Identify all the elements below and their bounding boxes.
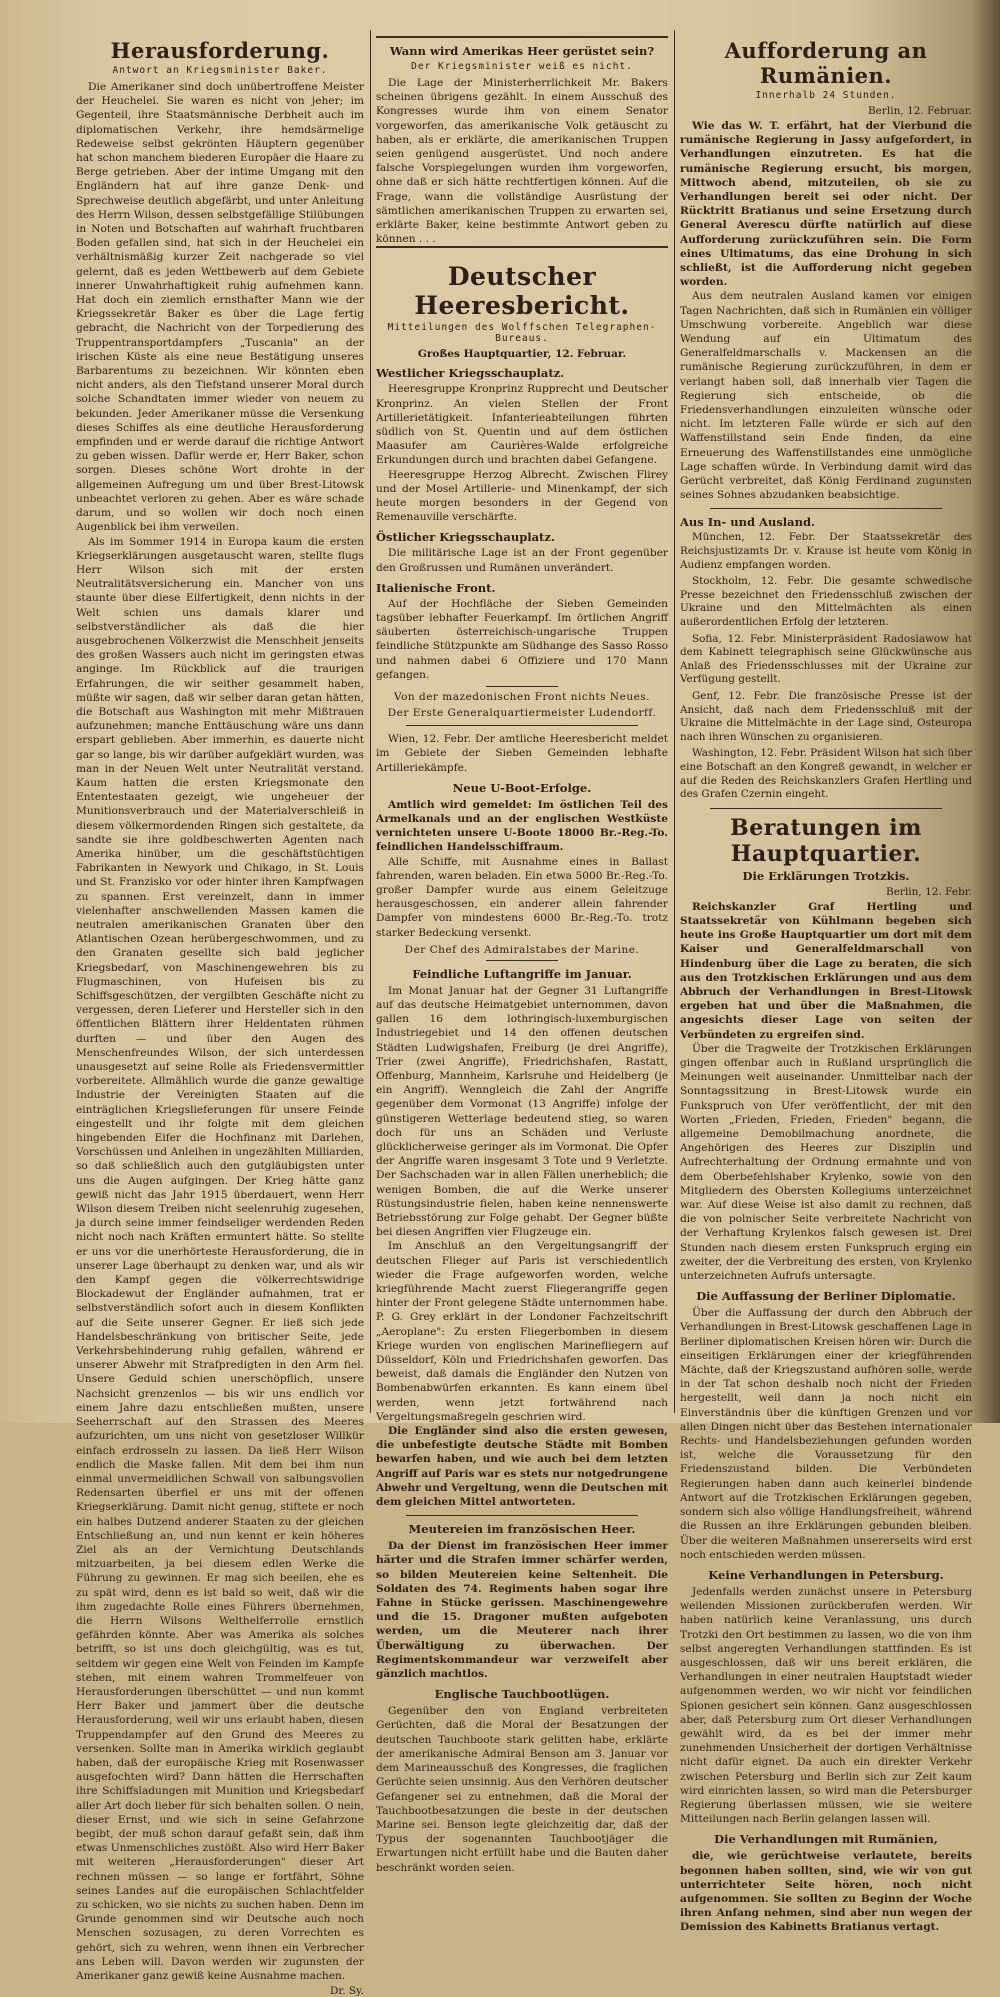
divider [486, 686, 558, 687]
author-signature: Dr. Sy. [329, 1985, 364, 1997]
column-2 [376, 36, 668, 1874]
subheadline: Die Erklärungen Trotzkis. [742, 868, 910, 883]
section-heading: Östlicher Kriegsschauplatz. [376, 530, 555, 545]
news-item: Genf, 12. Febr. Die französische Presse ist der Ansicht, daß nach dem Friedensschluß mit der Ukraine die Mittelmächte in der Lage sind, Osteuropa nach ihren Wünschen zu organisieren. [680, 690, 972, 743]
section-heading: Aus In- und Ausland. [680, 515, 816, 530]
report-paragraph: Alle Schiffe, mit Ausnahme eines in Ballast fahrenden, waren beladen. Ein etwa 5000 Br.-Reg.-To. großer Dampfer wurde aus einem Geleitzuge herausgeschossen, ein anderer allein fahrender Dampfer von mindestens 6000 Br.-Reg.-To. trotz starker Bedeckung versenkt. [376, 855, 668, 939]
article-paragraph: Über die Auffassung der durch den Abbruch der Verhandlungen in Brest-Litowsk geschaffenen Lage in Berliner diplomatischen Kreisen hören wir: Durch die einseitigen Erklärungen einer der kriegführenden Mächte, daß der Kriegszustand aufhören solle, werde in der Tat schon deshalb noch nicht der Frieden hergestellt, weil dann ja noch nicht ein Einverständnis über die künftigen Grenzen und vor allen Dingen nicht über das Bestehen internationaler Rechts- und Handelsbeziehungen gefunden worden ist, welche die Voraussetzung für den Friedenszustand bilden. Die Verbündeten Regierungen haben dann auch keinerlei bindende Antwort auf die Trotzkischen Erklärungen gegeben, sondern sich also völlige Handlungsfreiheit, während die Russen an ihre Erklärungen gebunden bleiben. Über die weiteren Maßnahmen unsererseits wird erst noch entschieden werden müssen. [680, 1307, 972, 1561]
report-paragraph: Amtlich wird gemeldet: Im östlichen Teil des Armelkanals und an der englischen Westküste vernichteten unsere U-Boote 18000 Br.-Reg.-To. feindlichen Handelsschiffraum. [376, 798, 668, 854]
report-paragraph: Gegenüber den von England verbreiteten Gerüchten, daß die Moral der Besatzungen der deutschen Tauchboote stark gelitten habe, erklärte der amerikanische Admiral Benson am 3. Januar vor dem Marineausschuß des Kongresses, die fraglichen Gerüchte seien unsinnig. Aus den Verhören deutscher Gefangener sei zu entnehmen, daß die Moral der Tauchbootbesatzungen die beste in der deutschen Marine sei. Benson legte gleichzeitig dar, daß der Typus der sogenannten Tauchbootjäger die Erwartungen nicht erfüllt habe und die Bauten daher beschränkt worden seien. [376, 1705, 668, 1874]
section-heading: Die Verhandlungen mit Rumänien, [714, 1832, 938, 1847]
divider [406, 725, 638, 726]
report-paragraph: Heeresgruppe Herzog Albrecht. Zwischen Flirey und der Mosel Artillerie- und Minenkampf, der sich heute morgen besonders in der Gegend von Remenauville verschärfte. [376, 468, 668, 524]
headline-beratungen: Beratungen im Hauptquartier. [730, 814, 922, 867]
headline-herausforderung: Herausforderung. [110, 38, 330, 63]
section-heading: Meutereien im französischen Heer. [408, 1522, 636, 1537]
news-item: Washington, 12. Febr. Präsident Wilson hat sich über eine Botschaft an den Kongreß gewandt, in welcher er auf die Reden des Reichskanzlers Grafen Hertling und des Grafen Czernin eingeht. [680, 747, 972, 801]
subheadline: Antwort an Kriegsminister Baker. [112, 65, 328, 76]
news-item: München, 12. Febr. Der Staatssekretär des Reichsjustizamts Dr. v. Krause ist heute vom König in Audienz empfangen worden. [680, 531, 972, 571]
report-paragraph: Im Monat Januar hat der Gegner 31 Luftangriffe auf das deutsche Heimatgebiet unternommen, davon gallen 16 dem lothringisch-luxemburgischen Industriegebiet und 14 den offenen deutschen Städten Ludwigshafen, Freiburg (je drei Angriffe), Trier (zwei Angriffe), Friedrichshafen, Rastatt, Offenburg, Mannheim, Karlsruhe und Heidelberg (je ein Angriff). Wenngleich die Zahl der Angriffe gegenüber dem Vormonat (13 Angriffe) infolge der günstigeren Wetterlage bedeutend stieg, so waren doch für uns an Schäden und Verluste glücklicherweise geringer als im Vormonat. Die Opfer der Angriffe waren insgesamt 3 Tote und 9 Verletzte. Der Sachschaden war in allen Fällen unerheblich; die wenigen Bomben, die auf die Werke unserer Rüstungsindustrie fielen, haben keine nennenswerte Betriebsstörung zur Folge gehabt. Der Gegner büßte bei diesen Angriffen vier Flugzeuge ein. [376, 984, 668, 1239]
headline-rumaenien: Aufforderung an Rumänien. [724, 38, 928, 88]
section-heading: Neue U-Boot-Erfolge. [452, 780, 592, 795]
article-lead: Reichskanzler Graf Hertling und Staatssekretär von Kühlmann begeben sich heute ins Große Hauptquartier um dort mit dem Kaiser und Generalfeldmarschall von Hindenburg über die Lage zu beraten, die sich aus den Trotzkischen Erklärungen und aus dem Abbruch der Verhandlungen in Brest-Litowsk ergeben hat und über die Maßnahmen, die angesichts dieser Lage von seiten der Verbündeten zu ergreifen sind. [680, 900, 972, 1041]
column-1 [76, 36, 364, 1997]
section-heading: Keine Verhandlungen in Petersburg. [708, 1567, 944, 1582]
report-line: Von der mazedonischen Front nichts Neues. [393, 691, 651, 704]
box-headline: Wann wird Amerikas Heer gerüstet sein? [389, 44, 655, 58]
report-signature: Der Erste Generalquartiermeister Ludendorff. [387, 707, 657, 720]
report-paragraph: Da der Dienst im französischen Heer immer härter und die Strafen immer schärfer werden, so bilden Meutereien keine Seltenheit. Die Soldaten des 74. Regiments haben sogar ihre Fahne in Stücke gerissen. Maschinengewehre und die 15. Dragoner mußten aufgeboten werden, um die Meuterer nach ihrer Überwältigung zu überwachen. Der Regimentskommandeur war verzweifelt aber gänzlich machtlos. [376, 1540, 668, 1681]
column-3 [680, 36, 972, 1934]
section-heading: Die Auffassung der Berliner Diplomatie. [696, 1289, 956, 1304]
section-heading: Westlicher Kriegsschauplatz. [376, 366, 565, 381]
article-paragraph: Jedenfalls werden zunächst unsere in Petersburg weilenden Missionen zurückberufen werden. Wir haben natürlich keine Veranlassung, uns durch Trotzki den Ort bestimmen zu lassen, wo die von ihm selbst angeregten Verhandlungen stattfinden. Es ist ausgeschlossen, daß wir uns bereit erklären, die Verhandlungen in einer neutralen Hauptstadt wieder aufgenommen werden, wo wir nicht vor feindlichen Spionen gesichert sein können. Ganz ausgeschlossen aber, daß Petersburg zum Ort dieser Verhandlungen gewählt wird, da es bei der immer mehr zunehmenden Unsicherheit der dortigen Verhältnisse nicht dafür eignet. Da auch ein direkter Verkehr zwischen Petersburg und Berlin sich zur Zeit kaum wird einrichten lassen, so wird man die Petersburger Regierung überlassen müssen, wie sie weitere Mitteilungen nach Berlin gelangen lassen will. [680, 1585, 972, 1826]
report-paragraph: Heeresgruppe Kronprinz Rupprecht und Deutscher Kronprinz. An vielen Stellen der Front Artillerietätigkeit. Infanterieabteilungen führten südlich von St. Quentin und auf dem östlichen Maasufer am Caurières-Walde erfolgreiche Erkundungen durch und brachten dabei Gefangene. [376, 383, 668, 467]
divider [710, 808, 942, 809]
article-paragraph: Als im Sommer 1914 in Europa kaum die ersten Kriegserklärungen ausgetauscht waren, stellte flugs Herr Wilson sich mit der ersten Neutralitätsversicherung ein. Mancher von uns staunte über diese Eilfertigkeit, denn nichts in der Welt schien uns damals klarer und selbstverständlicher als daß die hier ausgebrochenen Völkerzwist die Menschheit jenseits des großen Wassers auch nicht im geringsten etwas anginge. Im Rückblick auf die traurigen Erfahrungen, die wir seither gesammelt haben, müßte wir sagen, daß wir selber daran getan hätten, die Botschaft aus Washington mit mehr Mißtrauen aufzunehmen; manche Enttäuschung wäre uns dann erspart geblieben. Aber immerhin, es dauerte nicht gar so lange, bis wir darüber aufgeklärt wurden, was man in der Neuen Welt unter Neutralität verstand. Kaum hatten die ersten Kriegsmonate den Ententestaaten gezeigt, wie ungeheuer der Munitionsverbrauch und der Materialverschleiß in diesem völkermordenden Ringen sich gestaltete, da sandte sie ihre goldbeschwerten Agenten nach Amerika hinüber, um die geschäftstüchtigen Fabrikanten in Newyork und Chikago, in St. Louis und St. Franzisko vor oder hinter ihren Kampfwagen zu spannen. Erst vereinzelt, dann in immer vielenhafter anschwellenden Massen kamen die neutralen amerikanischen Granaten über den Atlantischen Ozean herübergeschwommen, und zu den Granaten gesellte sich bald jeglicher Kriegsbedarf, von Maschinengewehren bis zu Flugmaschinen, von Hufeisen bis zu Schiffsgeschützen, der vergilbten Geschäfte nicht zu vergessen, deren Lieferer und Hersteller sich in den öffentlichen Blättern ihrer Heldentaten rühmen durften — und über den Augen des Menschenfreundes Wilson, der sich unterdessen unausgesetzt auf seine Rolle als Friedensvermittler vorbereitete. Allmählich wurde die ganze gewaltige Industrie der Vereinigten Staaten auf die einträglichen Kriegslieferungen für unsere Feinde eingestellt und ihr folgte mit dem gleichen hingebenden Eifer die Hochfinanz mit Darlehen, Vorschüssen und Anleihen in ungezählten Milliarden, so daß schließlich auch den gutgläubigsten unter uns die Augen aufgingen. Der Krieg hätte ganz gewiß nicht das Jahr 1915 überdauert, wenn Herr Wilson diesem Treiben nicht seelenruhig zugesehen, ja durch seine immer feindseliger werdenden Reden nicht noch nach Kräften ermuntert hätte. So stellte er uns vor die unerhörteste Herausforderung, die in unserer Lage überhaupt zu denken war, und als wir den Kampf gegen die völkerrechtswidrige Blockadewut der Engländer aufnahmen, trat er selbstverständlich sofort auch in diesem Konflikten auf die Seite unserer Gegner. Er ließ sich jede Handelsbeschränkung von britischer Seite, jede Verkehrsbehinderung ruhig gefallen, während er unserer Abwehr mit Strafpredigten in den Arm fiel. Unsere Geduld schien unerschöpflich, unsere Nachsicht grenzenlos — bis wir uns endlich vor einem Jahre dazu entschließen mußten, unsere Seeherrschaft auf den Strassen des Meeres aufzurichten, um uns nicht von gesetzloser Willkür einfach erdrosseln zu lassen. Da ließ Herr Wilson endlich die Maske fallen. Mit dem bei ihm nun einmal unvermeidlichen Schwall von salbungsvollen Redensarten überfiel er uns mit der offenen Kriegserklärung. Damit nicht genug, stiftete er noch ein halbes Dutzend anderer Staaten zu der gleichen Entschließung an, und nun kennt er kein höheres Ziel als an der Vernichtung Deutschlands mitzuarbeiten, ja bei diesem edlen Werke die Führung zu gewinnen. Er mag sich beeilen, ehe es zu spät wird, denn es ist bald so weit, daß wir die ihm zugedachte Rolle eines Führers übernehmen, die Herrn Wilsons Welthelferrolle ernstlich gefährden könnte. Aber was Amerika als solches betrifft, so ist uns doch gleichgültig, was es tut, seitdem wir gegen eine Welt von Feinden im Kampfe stehen, mit einem wahren Trommelfeuer von Herausforderungen überschüttet — und nun kommt Herr Baker und jammert über die deutsche Herausforderung, weil wir uns erlaubt haben, diesen Truppendampfer auf den Grund des Meeres zu versenken. Sollte man in Amerika wirklich geglaubt haben, daß der europäische Krieg mit Rosenwasser ausgefochten wird? Dann hätten die Herrschaften ihre Schiffsladungen mit Munition und Kriegsbedarf aller Art doch lieber für sich behalten sollen. O nein, dieser Ernst, und wie sich in seine Gefahrzone begibt, der muß schon darauf gefaßt sein, daß ihm etwas Unmenschliches zustößt. Also wird Herr Baker mit weiteren „Herausforderungen" dieser Art rechnen müssen — so lange er fortfährt, Söhne seines Landes auf die europäischen Schlachtfelder zu schicken, wo sie nichts zu suchen haben. Denn im Grunde genommen sind wir Deutsche auch noch Menschen sozusagen, zu deren Vorrechten es gehört, sich zu wehren, wenn ihnen ein Verbrecher ans Leben will. Davon werden wir zugunsten der Amerikaner ganz gewiß keine Ausnahme machen. [76, 535, 364, 1983]
news-item: Sofia, 12. Febr. Ministerpräsident Radoslawow hat dem Kabinett telegraphisch seine Glückwünsche aus Anlaß des Friedensschlusses mit der Ukraine zur Verfügung gestellt. [680, 632, 972, 686]
report-paragraph: Auf der Hochfläche der Sieben Gemeinden tagsüber lebhafter Feuerkampf. Im örtlichen Angriff säuberten österreichisch-ungarische Truppen feindliche Stützpunkte am Südhange des Sasso Rosso und nahmen dabei 6 Offiziere und 170 Mann gefangen. [376, 597, 668, 681]
headline-heeresbericht: Deutscher Heeresbericht. [414, 262, 630, 321]
divider [486, 960, 558, 961]
section-heading: Englische Tauchbootlügen. [434, 1687, 610, 1702]
section-heading: Feindliche Luftangriffe im Januar. [412, 966, 632, 981]
subheadline: Innerhalb 24 Stunden. [755, 90, 897, 101]
article-lead: Wie das W. T. erfährt, hat der Vierbund die rumänische Regierung in Jassy aufgefordert, in Verhandlungen einzutreten. Es hat die rumänische Regierung ersucht, bis morgen, Mittwoch abend, mitzuteilen, ob sie zu Verhandlungen bereit sei oder nicht. Der Rücktritt Bratianus und seine Ersetzung durch General Averescu dürfte natürlich auf diese Aufforderung zurückzuführen sein. Die Form eines Ultimatums, das eine Drohung in sich schließt, ist die Aufforderung nicht gegeben worden. [680, 120, 972, 289]
article-paragraph: Aus dem neutralen Ausland kamen vor einigen Tagen Nachrichten, daß sich in Rumänien ein völliger Umschwung vorbereite. Angeblich war diese Wendung auf ein Ultimatum des Generalfeldmarschalls v. Mackensen an die rumänische Regierung zurückzuführen, in dem er verlangt haben soll, daß innerhalb vier Tagen die Regierung sich entscheide, ob die Friedensverhandlungen einzuleiten wünsche oder nicht. Im letzteren Falle würde er sich auf den Waffenstillstand sein Ende finden, da eine Erneuerung des Waffenstillstandes eine unmögliche Lage schaffen würde. In Verbindung damit wird das Gerücht verbreitet, daß König Ferdinand zugunsten seines Sohnes abzudanken beabsichtige. [680, 290, 972, 502]
report-signature: Der Chef des Admiralstabes der Marine. [404, 943, 640, 956]
article-paragraph: Über die Tragweite der Trotzkischen Erklärungen gingen offenbar auch in Rußland ursprünglich die Meinungen weit auseinander. Unmittelbar nach der Sonntagssitzung in Brest-Litowsk wurde ein Funkspruch von Ufer veröffentlicht, der mit den Worten „Frieden, Frieden, Frieden" begann, die allgemeine Demobilmachung anordnete, die Angehörigen des Heeres zur Disziplin und Aufrechterhaltung der Ordnung ermahnte und von dem Oberbefehlshaber Krylenko, sowie von den Mitgliedern des Obersten Kollegiums unterzeichnet war. Auf diese Weise ist also damit zu rechnen, daß die von polnischer Seite verbreitete Nachricht von der Verhaftung Krylenkos falsch gewesen ist. Drei Stunden nach diesem ersten Funkspruch erging ein zweiter, der die Verbreitung des ersten, von Krylenko unterzeichneten Aufrufs untersagte. [680, 1042, 972, 1283]
dateline: Berlin, 12. Februar. [867, 105, 972, 117]
dateline: Großes Hauptquartier, 12. Februar. [417, 348, 627, 361]
article-paragraph: Die Amerikaner sind doch unübertroffene Meister der Heuchelei. Sie waren es nicht von jeher; im Gegenteil, ihre Staatsmännische Derbheit auch im diplomatischen Verkehr, ihre hemdsärmelige Redeweise selbst gekrönten Häuptern gegenüber hat schon manchem biederen Europäer die Haare zu Berge getrieben. Aber der intime Umgang mit den Engländern hat auf ihre ganze Denk- und Sprechweise deutlich abgefärbt, und unter Anleitung des Herrn Wilson, dessen selbstgefällige Stilübungen in Noten und Botschaften auf wahrhaft fruchtbaren Boden gefallen sind, hat sich in der Heuchelei ein verhältnismäßig kurzer Zeit nachgerade so viel gelernt, daß es jeden Wettbewerb auf dem Gebiete innerer Unwahrhaftigkeit ruhig aufnehmen kann. Hat doch ein ziemlich ernsthafter Mann wie der Kriegssekretär Baker es über die Lage fertig gebracht, die Nachricht von der Torpedierung des Truppentransportdampfers „Tuscania" an der irischen Küste als eine neue Bestätigung unseres Barbarentums zu bezeichnen. Wir könnten eben nicht anders, als den Tiefstand unserer Moral durch solche Schandtaten immer wieder von neuem zu bekunden. Jeder Amerikaner müsse die Versenkung dieses Schiffes als eine deutliche Herausforderung empfinden und er werde darauf die richtige Antwort zu geben wissen. Dafür werde er, Herr Baker, schon sorgen. Dieses schöne Wort drohte in der allgemeinen Aufregung um und über Brest-Litowsk unbeachtet verloren zu gehen. Aber es wäre schade darum, und so wollen wir doch noch einen Augenblick bei ihm verweilen. [76, 81, 364, 534]
report-paragraph: Die militärische Lage ist an der Front gegenüber den Großrussen und Rumänen unverändert. [376, 547, 668, 574]
article-paragraph: die, wie gerüchtweise verlautete, bereits begonnen haben sollten, sind, wie wir von gut unterrichteter Seite hören, noch nicht aufgenommen. Sie sollten zu Beginn der Woche ihren Anfang nehmen, sind aber nun wegen der Demission des Kabinetts Bratianus vertagt. [680, 1850, 972, 1934]
report-paragraph: Wien, 12. Febr. Der amtliche Heeresbericht meldet im Gebiete der Sieben Gemeinden lebhafte Artilleriekämpfe. [376, 733, 668, 774]
column-rule [674, 30, 675, 1413]
divider [710, 508, 942, 509]
column-rule [370, 30, 371, 1413]
box-text: Die Lage der Ministerherrlichkeit Mr. Bakers scheinen übrigens gezählt. In einem Ausschuß des Kongresses wurde ihm von einem Senator vorgeworfen, das amerikanische Volk getäuscht zu haben, als er erklärte, die amerikanischen Truppen seien genügend ausgerüstet. Und noch andere falsche Vorspiegelungen wurden ihm vorgeworfen, ohne daß er sich hätte rechtfertigen können. Auf die Frage, wann die vollständige Ausrüstung der sämtlichen amerikanischen Truppen zu erwarten sei, erklärte Baker, keine bestimmte Antwort geben zu können . . . [376, 77, 668, 246]
box-subheadline: Der Kriegsminister weiß es nicht. [411, 61, 633, 72]
divider [406, 1515, 638, 1516]
section-heading: Italienische Front. [376, 580, 496, 595]
subheadline: Mitteilungen des Wolffschen Telegraphen-Bureaus. [387, 322, 657, 345]
news-item: Stockholm, 12. Febr. Die gesamte schwedische Presse bezeichnet den Friedensschluß zwischen der Ukraine und den Mittelmächten als einen außerordentlichen Erfolg der letzteren. [680, 575, 972, 629]
report-paragraph: Die Engländer sind also die ersten gewesen, die unbefestigte deutsche Städte mit Bomben bewarfen haben, und wie auch bei dem letzten Angriff auf Paris war es stets nur notgedrungene Abwehr und Vergeltung, wenn die Deutschen mit dem gleichen Mittel antworteten. [376, 1425, 668, 1509]
dateline: Berlin, 12. Febr. [886, 885, 972, 898]
report-paragraph: Im Anschluß an den Vergeltungsangriff der deutschen Flieger auf Paris ist verschiedentlich wieder die Frage aufgeworfen worden, welche kriegführende Macht zuerst Fliegerangriffe gegen hinter der Front gelegene Städte unternommen habe. P. G. Grey erklärt in der Londoner Fachzeitschrift „Aeroplane": Zu ersten Fliegerbomben in diesem Kriege wurden von englischen Marinefliegern auf Düsseldorf, Köln und Friedrichshafen geworfen. Das beweist, daß damals die Engländer den Nutzen von Bombenabwürfen erkannten. Es kann einem übel werden, wenn jetzt fortwährend nach Vergeltungsmaßregeln geschrien wird. [376, 1240, 668, 1423]
notice-box [376, 36, 668, 248]
